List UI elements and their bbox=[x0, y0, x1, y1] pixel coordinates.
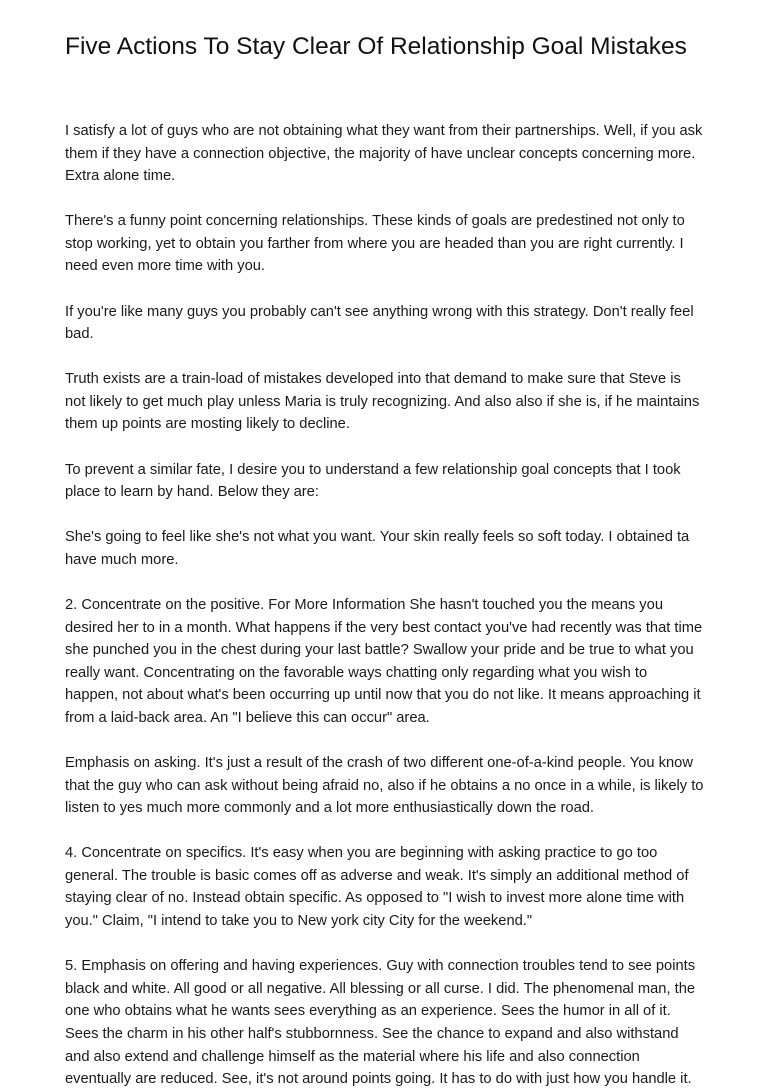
document-body bbox=[65, 120, 704, 1091]
paragraph-4: Truth exists are a train-load of mistakes developed into that demand to make sure that Steve is not likely to get much play unless Maria is truly recognizing. And also also if she is, if he maintains them up points are mosting likely to decline. bbox=[65, 371, 700, 433]
paragraph-10: 5. Emphasis on offering and having experiences. Guy with connection troubles tend to see points black and white. All good or all negative. All blessing or all curse. I did. The phenomenal man, the one who obtains what he wants sees everything as an experience. Sees the humor in all of it. Sees the charm in his other half's stubbornness. See the chance to expand and also withstand and also extend and challenge himself as the material where his life and also connection eventually are reduced. See, it's not around points going. It has to do with just how you handle it. bbox=[65, 958, 696, 1088]
paragraph-1: I satisfy a lot of guys who are not obtaining what they want from their partnerships. Well, if you ask them if they have a connection objective, the majority of have unclear concepts concerning more. Extra alone time. bbox=[65, 123, 703, 185]
paragraph-6: She's going to feel like she's not what you want. Your skin really feels so soft today. I obtained ta have much more. bbox=[65, 529, 690, 568]
document-title: Five Actions To Stay Clear Of Relationship Goal Mistakes bbox=[65, 33, 687, 60]
paragraph-8: Emphasis on asking. It's just a result of the crash of two different one-of-a-kind people. You know that the guy who can ask without being afraid no, also if he obtains a no once in a while, is likely to listen to yes much more commonly and a lot more enthusiastically down the road. bbox=[65, 754, 704, 817]
paragraph-5: To prevent a similar fate, I desire you to understand a few relationship goal concepts that I took place to learn by hand. Below they are: bbox=[65, 461, 681, 501]
paragraph-2: There's a funny point concerning relationships. These kinds of goals are predestined not only to stop working, yet to obtain you farther from where you are headed than you are right currently. I need even more time with you. bbox=[65, 213, 685, 275]
paragraph-7: 2. Concentrate on the positive. For More Information She hasn't touched you the means you desired her to in a month. What happens if the very best contact you've had recently was that time she punched you in the chest during your last battle? Swallow your pride and be true to what you really want. Concentrating on the favorable ways chatting only regarding what you wish to happen, not about what's been occurring up until now that you do not like. It means approaching it from a laid-back area. An "I believe this can occur" area. bbox=[65, 596, 703, 726]
paragraph-3: If you're like many guys you probably can't see anything wrong with this strategy. Don't really feel bad. bbox=[65, 303, 694, 343]
paragraph-9: 4. Concentrate on specifics. It's easy when you are beginning with asking practice to go too general. The trouble is basic comes off as adverse and weak. It's simply an additional method of staying clear of no. Instead obtain specific. As opposed to "I wish to invest more alone time with you." Claim, "I intend to take you to New york city City for the weekend." bbox=[65, 845, 689, 930]
